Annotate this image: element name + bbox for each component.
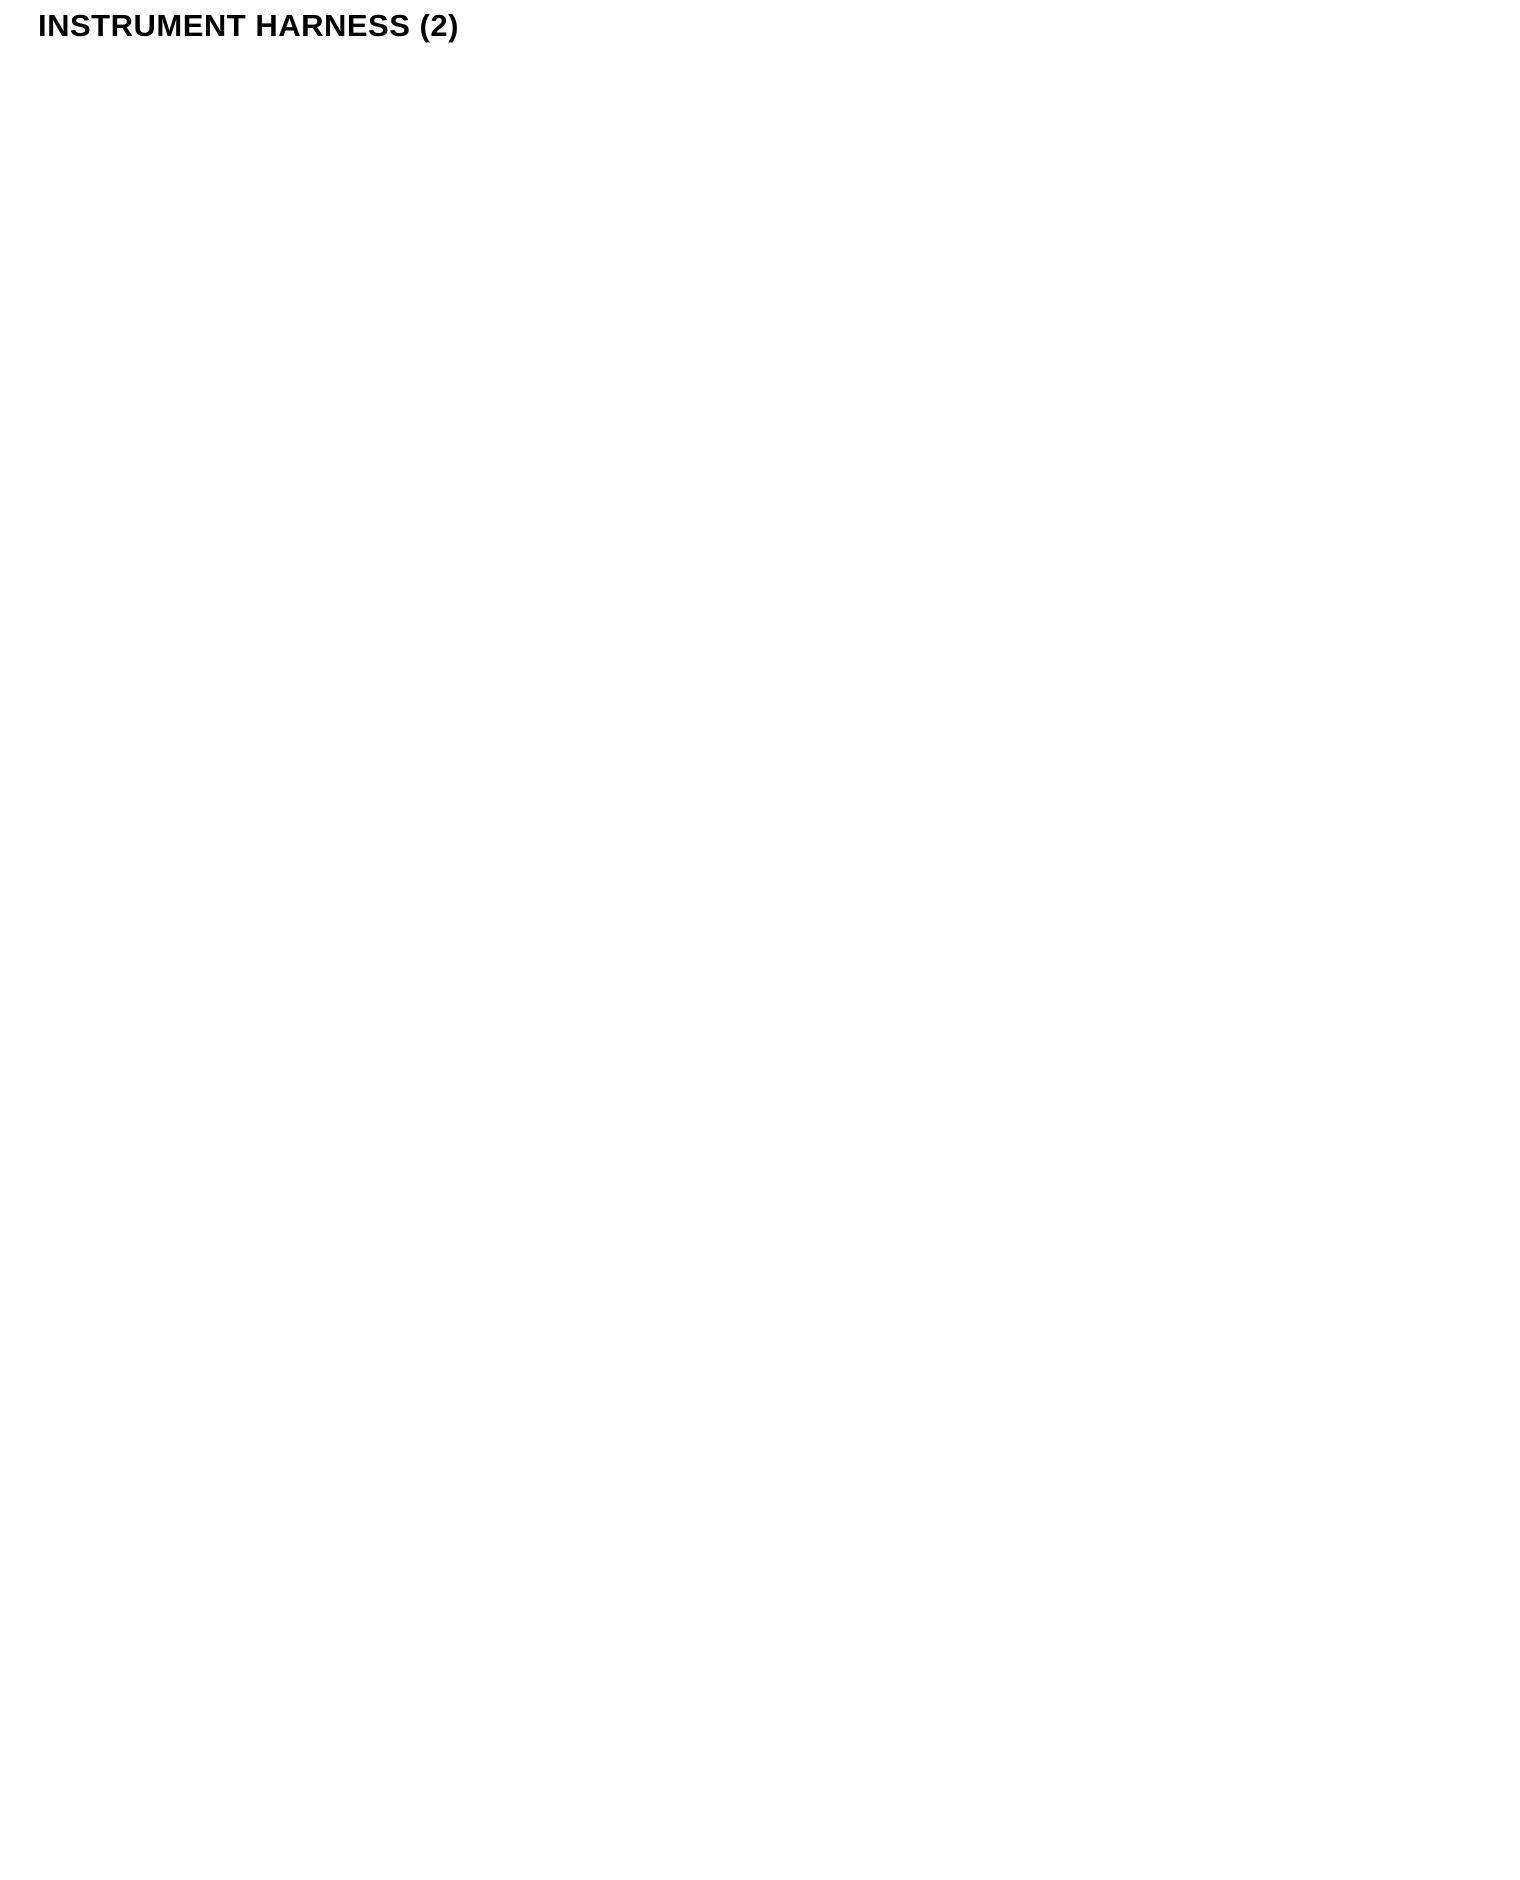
- page-title: INSTRUMENT HARNESS (2): [38, 8, 459, 43]
